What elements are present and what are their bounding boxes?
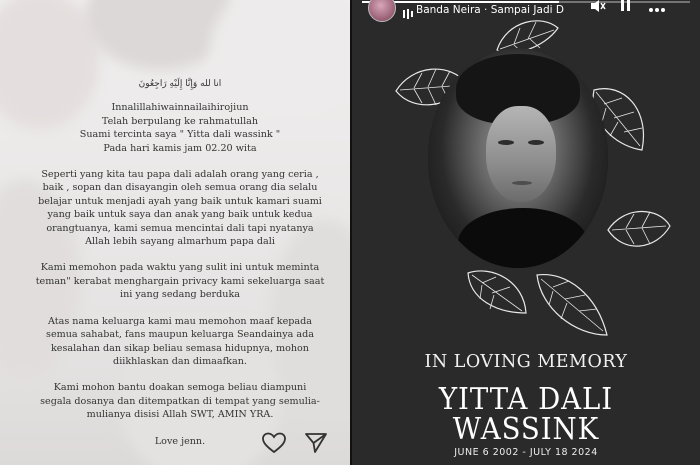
- music-icon: [402, 5, 414, 24]
- avatar[interactable]: [368, 0, 396, 22]
- memorial-portrait: [428, 48, 608, 268]
- condolence-letter: [30, 78, 330, 461]
- arabic-line: انا لله وَإِنَّا إِلَيْهِ رَاجِعُونَ: [138, 79, 222, 89]
- send-icon[interactable]: [304, 432, 328, 454]
- paragraph-announcement: Innalillahiwainnailaihirojiun Telah berpulang ke rahmatullah Suami tercinta saya " Yitta dali wassink " Pada hari kamis jam 02.20 wita: [79, 102, 281, 154]
- mute-icon[interactable]: [590, 0, 606, 17]
- memorial-card: [352, 0, 700, 465]
- leaf-decoration-icon: [462, 265, 532, 320]
- leaf-decoration-icon: [527, 265, 617, 345]
- memorial-name-line1: YITTA DALI: [438, 382, 614, 417]
- paragraph-prayer: Kami mohon bantu doakan semoga beliau diampuni segala dosanya dan ditempatkan di tempat yang semulia- mulianya disisi Allah SWT, AMIN YRA.: [40, 382, 320, 421]
- paragraph-privacy: Kami memohon pada waktu yang sulit ini untuk meminta teman" kerabat menghargain privacy kami sekeluarga saat ini yang sedang berduka: [35, 262, 325, 301]
- pause-icon[interactable]: [620, 0, 632, 17]
- signoff: Love jenn.: [154, 435, 206, 447]
- paragraph-description: Seperti yang kita tau papa dali adalah orang yang ceria , baik , sopan dan disayangin oleh semua orang dia selalu belajar untuk menjadi ayah yang baik untuk kamari suami yang baik untuk saya dan anak yang baik untuk kedua orangtuanya, kami semua mencintai dali tapi nyatanya Allah lebih sayang almarhum papa dali: [38, 169, 322, 248]
- music-label[interactable]: Banda Neira · Sampai Jadi D: [416, 4, 564, 16]
- memorial-name-line2: WASSINK: [452, 412, 600, 447]
- heart-icon[interactable]: [262, 432, 286, 454]
- story-actions: [262, 432, 328, 454]
- story-header: [362, 0, 700, 28]
- memorial-title: IN LOVING MEMORY: [424, 352, 628, 372]
- leaf-decoration-icon: [604, 200, 674, 260]
- more-icon[interactable]: [648, 0, 666, 17]
- paragraph-apology: Atas nama keluarga kami mau memohon maaf kepada semua sahabat, fans maupun keluarga Seandainya ada kesalahan dan sikap beliau semasa hidupnya, mohon diikhlaskan dan dimaafkan.: [46, 315, 314, 367]
- memorial-dates: JUNE 6 2002 - JULY 18 2024: [454, 447, 598, 458]
